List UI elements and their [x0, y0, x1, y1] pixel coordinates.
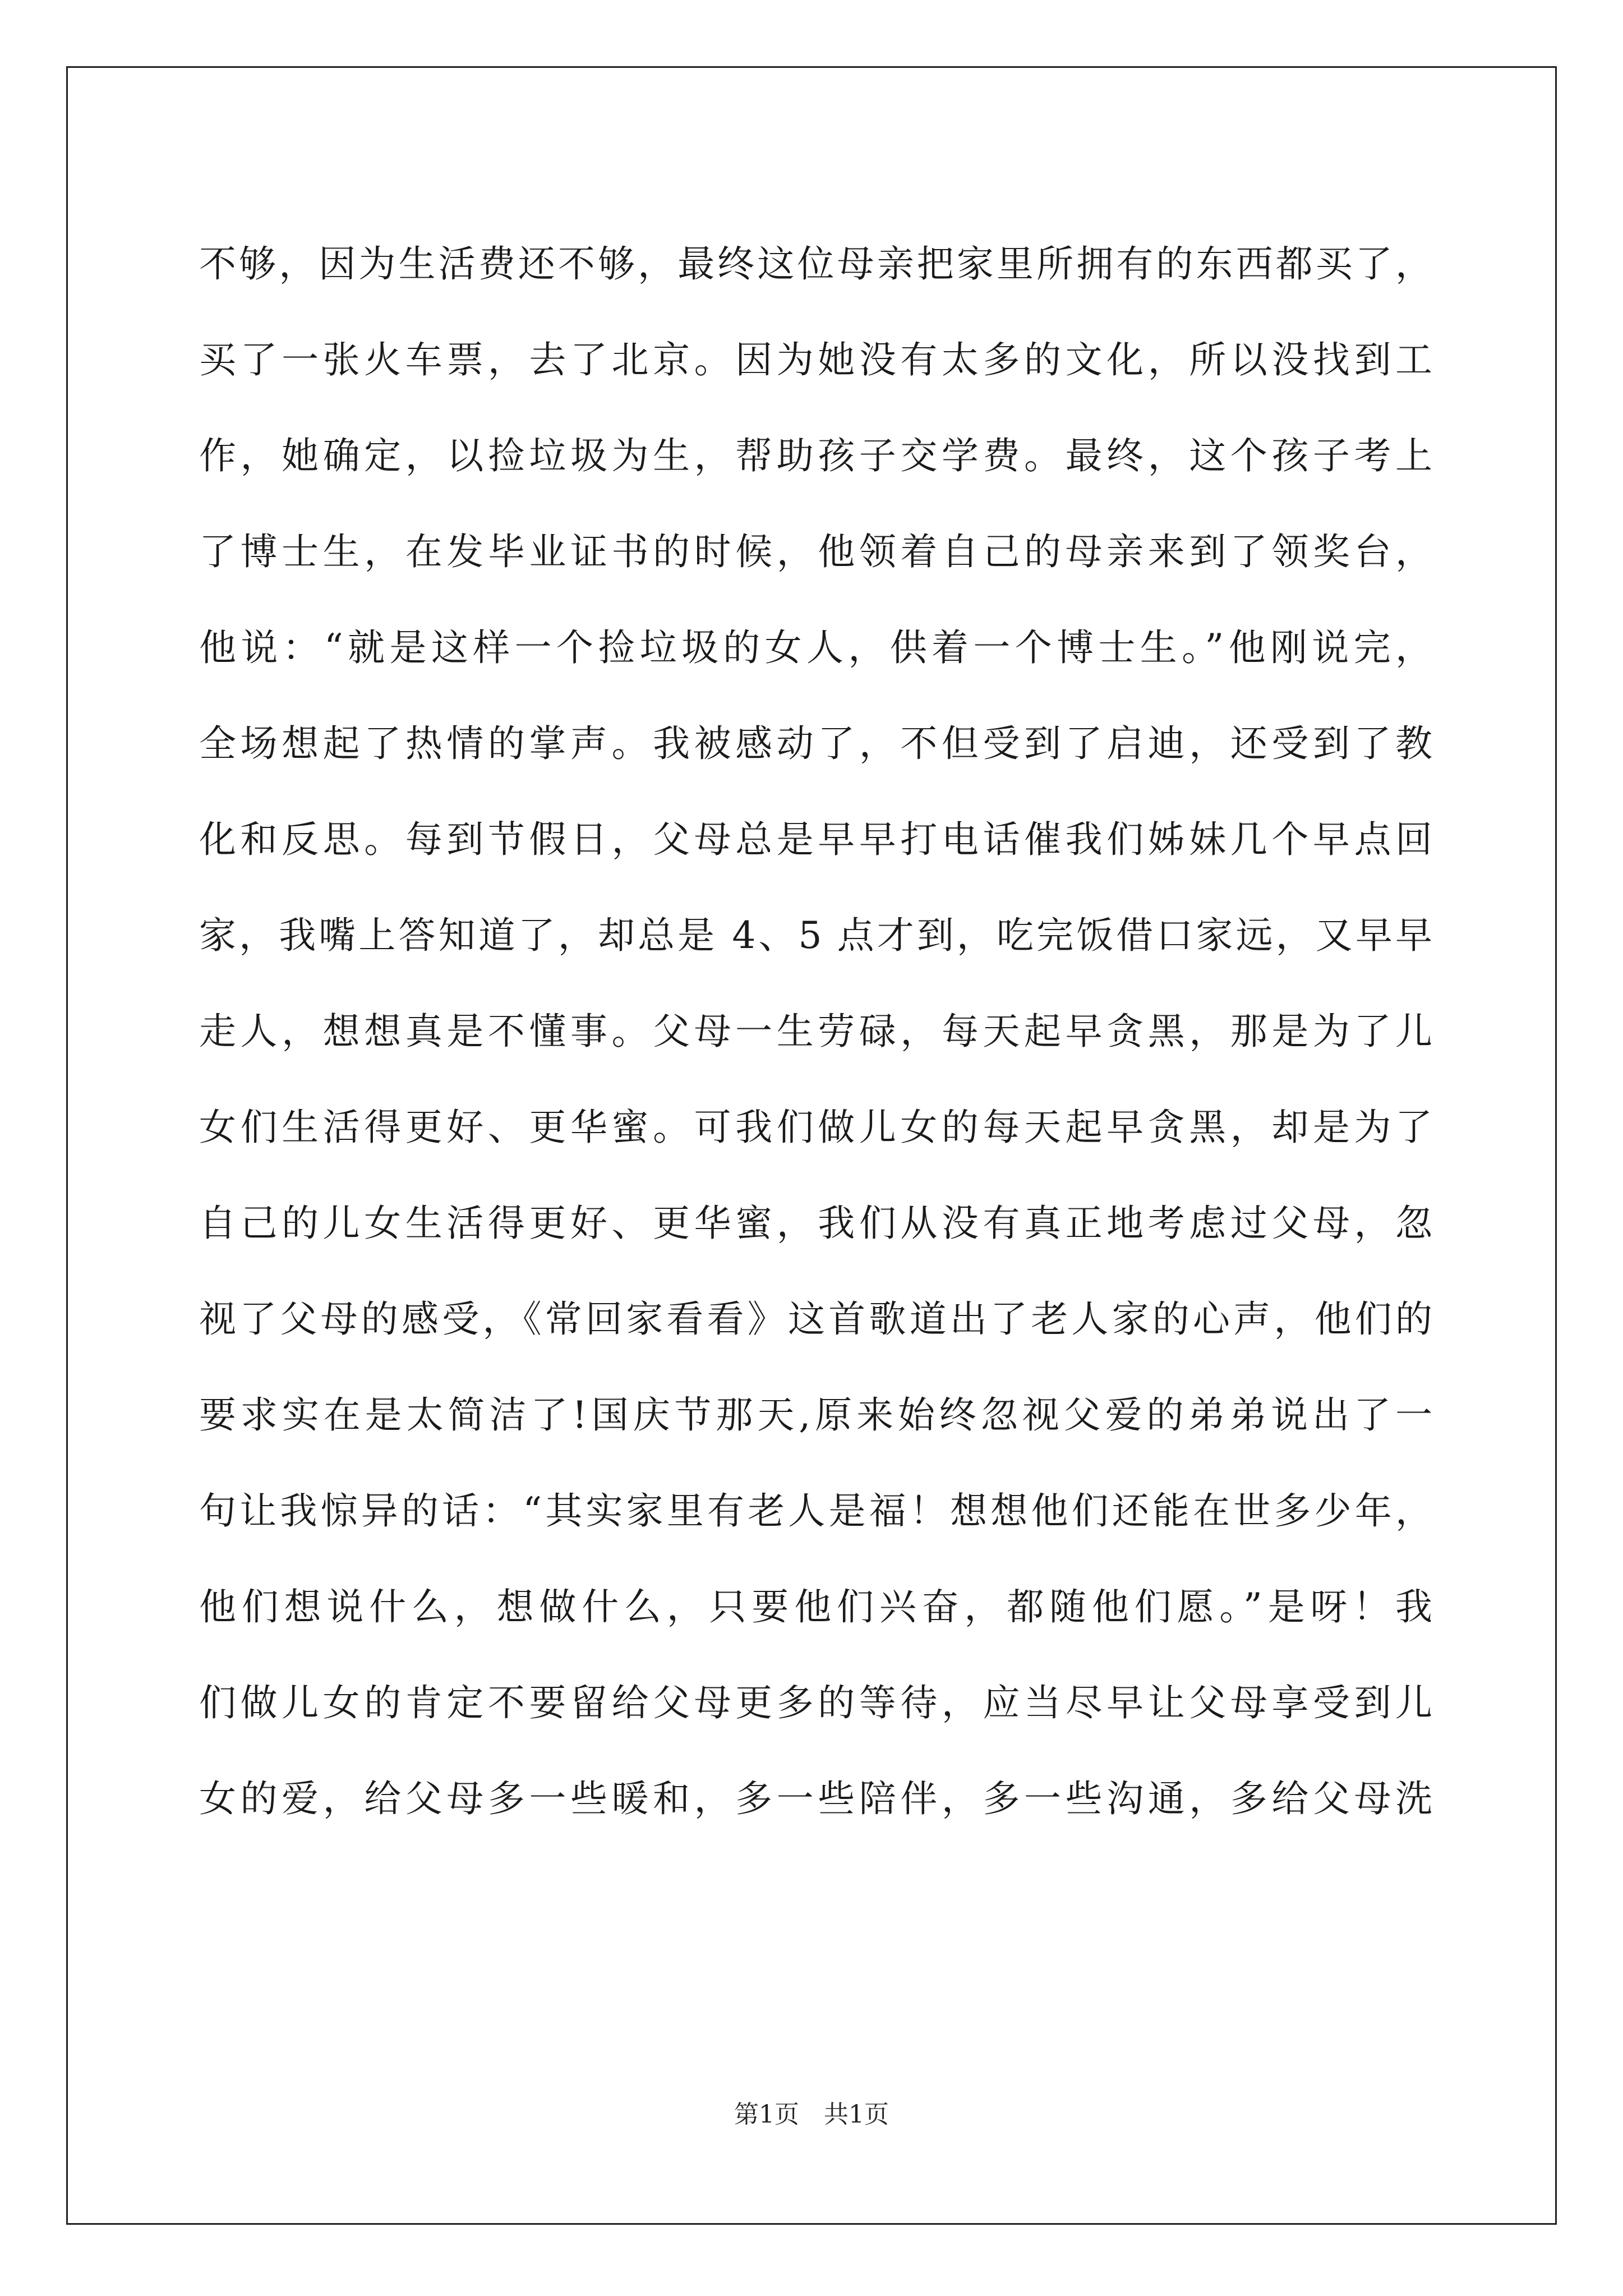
text-line: 化和反思。每到节假日，父母总是早早打电话催我们姊妹几个早点回 [199, 818, 1433, 861]
text-line: 女们生活得更好、更华蜜。可我们做儿女的每天起早贪黑，却是为了 [199, 1106, 1433, 1149]
page-number-footer: 第1页 共1页 [734, 2100, 889, 2129]
text-line: 他们想说什么，想做什么，只要他们兴奋，都随他们愿。”是呀！我 [199, 1585, 1433, 1628]
text-line: 买了一张火车票，去了北京。因为她没有太多的文化，所以没找到工 [199, 338, 1433, 381]
text-line: 句让我惊异的话：“其实家里有老人是福！想想他们还能在世多少年， [199, 1489, 1433, 1533]
text-line: 全场想起了热情的掌声。我被感动了，不但受到了启迪，还受到了教 [199, 722, 1433, 765]
text-line: 自己的儿女生活得更好、更华蜜，我们从没有真正地考虑过父母，忽 [199, 1202, 1433, 1245]
text-line: 要求实在是太简洁了!国庆节那天,原来始终忽视父爱的弟弟说出了一 [199, 1393, 1433, 1437]
text-line: 视了父母的感受，《常回家看看》这首歌道出了老人家的心声，他们的 [199, 1297, 1433, 1341]
body-text [199, 216, 1433, 1847]
text-line: 他说：“就是这样一个捡垃圾的女人，供着一个博士生。”他刚说完， [199, 626, 1433, 669]
text-line: 了博士生，在发毕业证书的时候，他领着自己的母亲来到了领奖台， [199, 530, 1433, 573]
text-line: 作，她确定，以捡垃圾为生，帮助孩子交学费。最终，这个孩子考上 [199, 434, 1433, 477]
text-line: 走人，想想真是不懂事。父母一生劳碌，每天起早贪黑，那是为了儿 [199, 1010, 1433, 1053]
text-line: 们做儿女的肯定不要留给父母更多的等待，应当尽早让父母享受到儿 [199, 1681, 1433, 1724]
text-line: 家，我嘴上答知道了，却总是 4、5 点才到，吃完饭借口家远，又早早 [199, 914, 1433, 957]
text-line: 不够，因为生活费还不够，最终这位母亲把家里所拥有的东西都买了， [199, 242, 1433, 286]
text-line: 女的爱，给父母多一些暖和，多一些陪伴，多一些沟通，多给父母洗 [199, 1777, 1433, 1820]
